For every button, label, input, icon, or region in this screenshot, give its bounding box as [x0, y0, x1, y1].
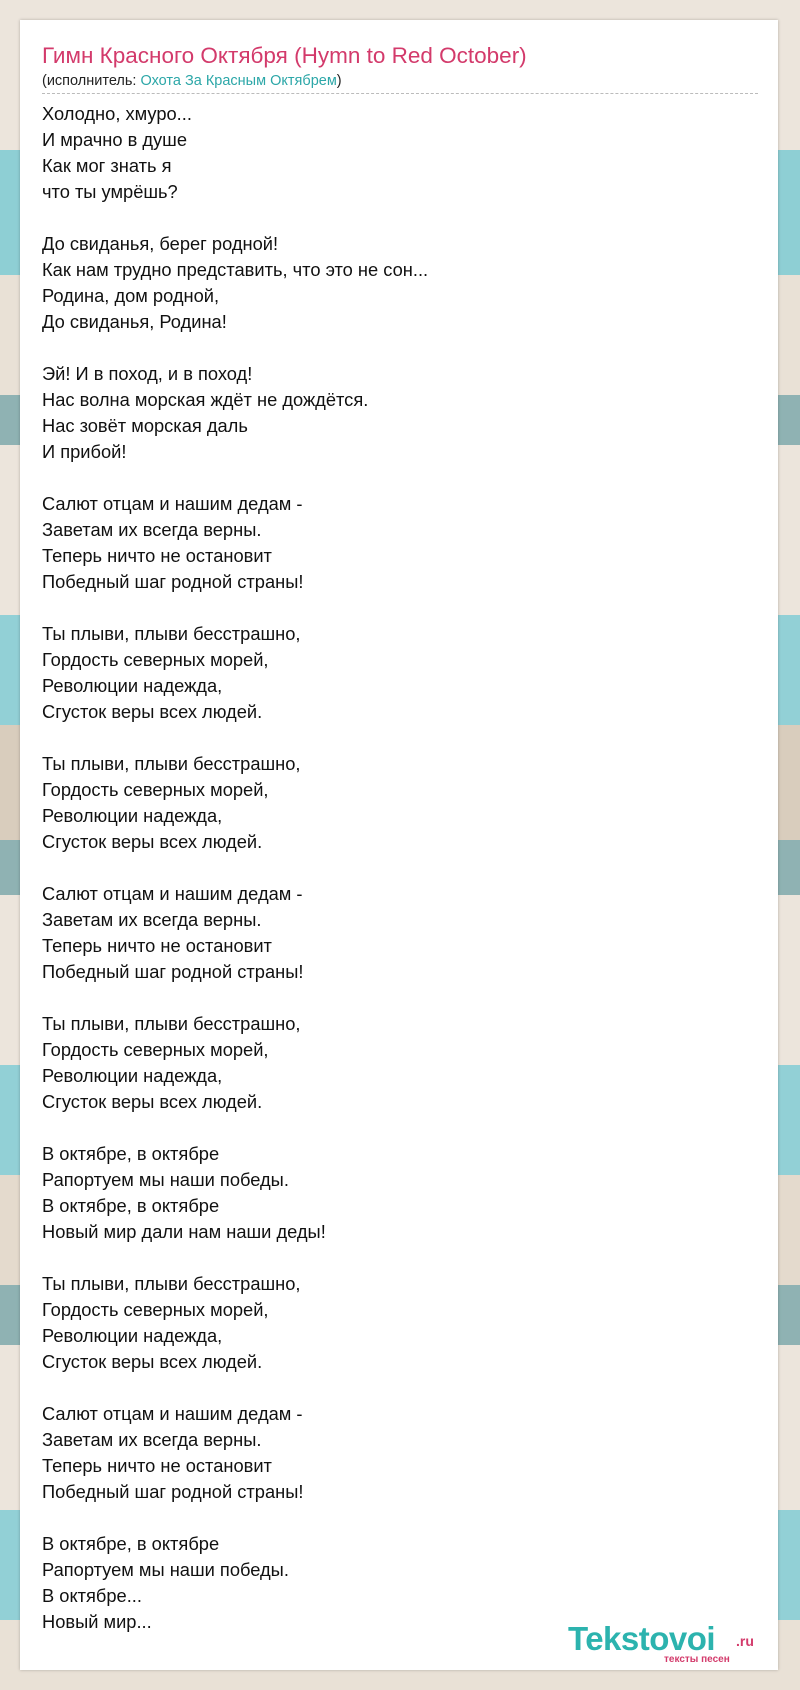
lyrics-line: В октябре, в октябре	[42, 1143, 220, 1164]
lyrics-line: Рапортуем мы наши победы.	[42, 1559, 289, 1580]
lyrics-stanza	[42, 1011, 758, 1115]
lyrics-line: Нас волна морская ждёт не дождётся.	[42, 389, 369, 410]
logo-wordmark: Tekstovoi	[568, 1620, 716, 1657]
lyrics-line: Рапортуем мы наши победы.	[42, 1169, 289, 1190]
lyrics-line: Гордость северных морей,	[42, 779, 269, 800]
lyrics-stanza	[42, 1401, 758, 1505]
lyrics-line: До свиданья, берег родной!	[42, 233, 279, 254]
lyrics-line: В октябре...	[42, 1585, 142, 1606]
lyrics-line: Новый мир...	[42, 1611, 152, 1632]
lyrics-stanza	[42, 881, 758, 985]
lyrics-line: В октябре, в октябре	[42, 1533, 220, 1554]
lyrics-line: Ты плыви, плыви бесстрашно,	[42, 623, 301, 644]
lyrics-line: Салют отцам и нашим дедам -	[42, 883, 303, 904]
performer-prefix: (исполнитель:	[42, 73, 141, 89]
lyrics-line: Сгусток веры всех людей.	[42, 1091, 263, 1112]
lyrics-line: Революции надежда,	[42, 1065, 223, 1086]
lyrics-line: Гордость северных морей,	[42, 1299, 269, 1320]
logo-domain: .ru	[736, 1633, 754, 1649]
lyrics-line: Заветам их всегда верны.	[42, 909, 262, 930]
lyrics-line: И прибой!	[42, 441, 127, 462]
title-divider	[42, 93, 758, 94]
lyrics-stanza	[42, 101, 758, 205]
lyrics-line: Революции надежда,	[42, 675, 223, 696]
lyrics-line: Эй! И в поход, и в поход!	[42, 363, 253, 384]
lyrics-line: что ты умрёшь?	[42, 181, 178, 202]
lyrics-line: И мрачно в душе	[42, 129, 188, 150]
logo-tagline: тексты песен	[664, 1654, 730, 1665]
lyrics-stanza	[42, 621, 758, 725]
lyrics-line: Сгусток веры всех людей.	[42, 1351, 263, 1372]
lyrics-line: Заветам их всегда верны.	[42, 519, 262, 540]
lyrics-line: Заветам их всегда верны.	[42, 1429, 262, 1450]
lyrics-line: Новый мир дали нам наши деды!	[42, 1221, 326, 1242]
lyrics-card	[20, 20, 778, 1670]
lyrics-line: Революции надежда,	[42, 805, 223, 826]
lyrics-line: Родина, дом родной,	[42, 285, 220, 306]
lyrics-line: Сгусток веры всех людей.	[42, 831, 263, 852]
lyrics-line: Революции надежда,	[42, 1325, 223, 1346]
lyrics-stanza	[42, 231, 758, 335]
lyrics-stanza	[42, 361, 758, 465]
lyrics-text	[42, 101, 758, 1661]
lyrics-stanza	[42, 751, 758, 855]
lyrics-line: Теперь ничто не остановит	[42, 935, 272, 956]
song-title: Гимн Красного Октября (Hymn to Red October)	[42, 43, 527, 68]
lyrics-line: В октябре, в октябре	[42, 1195, 220, 1216]
lyrics-line: Ты плыви, плыви бесстрашно,	[42, 1273, 301, 1294]
lyrics-stanza	[42, 1141, 758, 1245]
lyrics-line: Как нам трудно представить, что это не сон...	[42, 259, 429, 280]
lyrics-line: Салют отцам и нашим дедам -	[42, 1403, 303, 1424]
lyrics-line: Победный шаг родной страны!	[42, 1481, 304, 1502]
performer-line	[42, 73, 342, 89]
lyrics-stanza	[42, 491, 758, 595]
lyrics-line: Победный шаг родной страны!	[42, 571, 304, 592]
site-logo[interactable]	[568, 1620, 773, 1664]
lyrics-line: Теперь ничто не остановит	[42, 545, 272, 566]
lyrics-line: Салют отцам и нашим дедам -	[42, 493, 303, 514]
lyrics-line: Победный шаг родной страны!	[42, 961, 304, 982]
lyrics-line: Ты плыви, плыви бесстрашно,	[42, 753, 301, 774]
lyrics-stanza	[42, 1271, 758, 1375]
lyrics-line: Ты плыви, плыви бесстрашно,	[42, 1013, 301, 1034]
performer-suffix: )	[336, 73, 342, 89]
performer-link[interactable]: Охота За Красным Октябрем	[140, 73, 337, 89]
lyrics-line: Гордость северных морей,	[42, 649, 269, 670]
lyrics-line: Теперь ничто не остановит	[42, 1455, 272, 1476]
lyrics-line: Холодно, хмуро...	[42, 103, 192, 124]
lyrics-line: Гордость северных морей,	[42, 1039, 269, 1060]
lyrics-line: Как мог знать я	[42, 155, 172, 176]
lyrics-line: До свиданья, Родина!	[42, 311, 227, 332]
lyrics-line: Нас зовёт морская даль	[42, 415, 248, 436]
lyrics-line: Сгусток веры всех людей.	[42, 701, 263, 722]
